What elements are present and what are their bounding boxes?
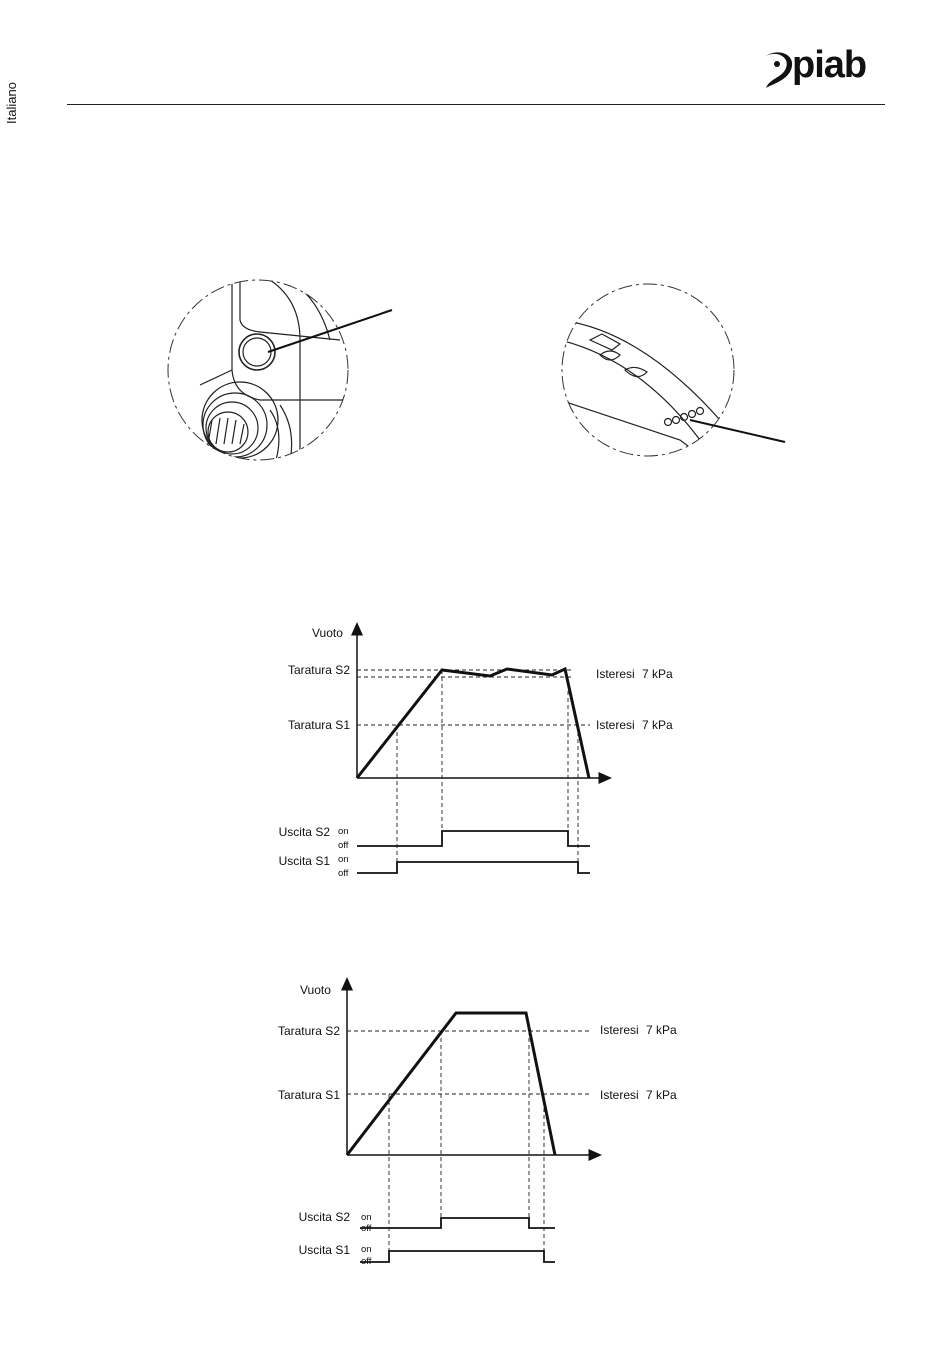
level-s2-label: Taratura S2	[287, 663, 350, 677]
language-label: Italiano	[4, 82, 19, 124]
output-s2-off-label: off	[338, 840, 349, 851]
output-s1-signal	[360, 1251, 555, 1262]
output-s2-label: Uscita S2	[298, 1210, 350, 1224]
level-s2-label: Taratura S2	[277, 1024, 340, 1038]
hysteresis-s1-label: Isteresi	[600, 1088, 639, 1102]
level-s1-label: Taratura S1	[277, 1088, 340, 1102]
output-s1-label: Uscita S1	[278, 854, 330, 868]
hysteresis-s2-label: Isteresi	[596, 667, 635, 681]
output-s2-off-label: off	[361, 1223, 372, 1234]
y-axis-label: Vuoto	[300, 983, 331, 997]
hysteresis-s2-label: Isteresi	[600, 1023, 639, 1037]
output-s1-off-label: off	[361, 1256, 372, 1267]
output-s2-on-label: on	[338, 826, 349, 837]
output-s1-on-label: on	[361, 1244, 372, 1255]
output-s2-on-label: on	[361, 1212, 372, 1223]
logo-text: piab	[792, 44, 867, 86]
output-s1-on-label: on	[338, 854, 349, 865]
hysteresis-s1-label: Isteresi	[596, 718, 635, 732]
hysteresis-s1-value: 7 kPa	[646, 1088, 677, 1102]
hysteresis-s2-value: 7 kPa	[642, 667, 673, 681]
output-s2-label: Uscita S2	[278, 825, 330, 839]
level-s1-label: Taratura S1	[287, 718, 350, 732]
hysteresis-s1-value: 7 kPa	[642, 718, 673, 732]
hysteresis-s2-value: 7 kPa	[646, 1023, 677, 1037]
vacuum-curve	[347, 1013, 555, 1155]
y-axis-label: Vuoto	[312, 626, 343, 640]
output-s1-label: Uscita S1	[298, 1243, 350, 1257]
output-s1-off-label: off	[338, 868, 349, 879]
